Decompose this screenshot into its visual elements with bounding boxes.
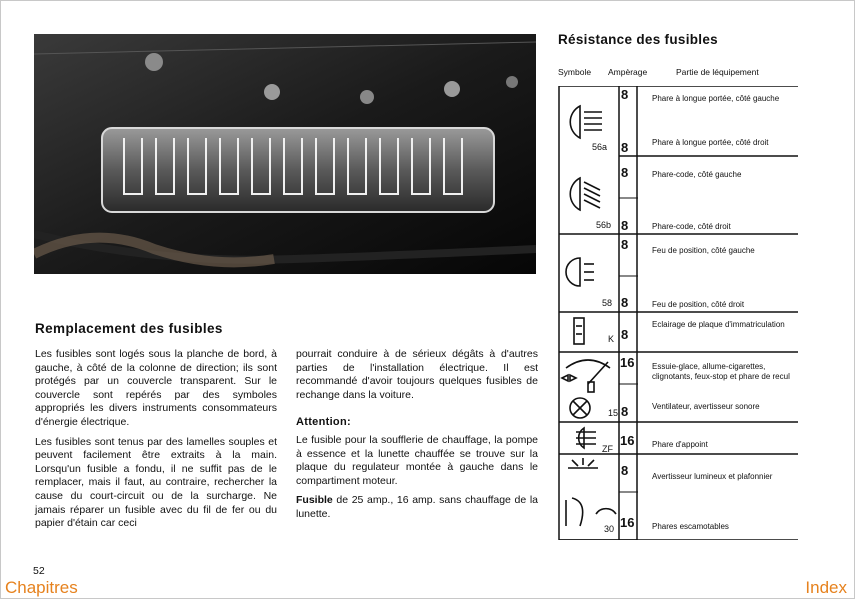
- amp-value: 8: [621, 463, 629, 478]
- fuse-description: Avertisseur lumineux et plafonnier: [652, 472, 773, 481]
- fuse-code: 58: [602, 298, 613, 308]
- fuse-description: Feu de position, côté droit: [652, 300, 745, 309]
- amp-value: 16: [620, 433, 635, 448]
- pop-up-lights-icon: [566, 498, 616, 526]
- fuse-code: 56a: [592, 142, 608, 152]
- fuse-description: Ventilateur, avertisseur sonore: [652, 402, 760, 411]
- fusible-bold: Fusible: [296, 494, 333, 507]
- paragraph-3: pourrait conduire à de sérieux dégâts à d'autres parties de l'installation électrique. Il est recommandé d'avoir toujours quelques fusibles de rechange dans la voiture.: [296, 348, 538, 401]
- amp-value: 16: [620, 515, 635, 530]
- article-column-1: [35, 348, 277, 537]
- amp-value: 8: [621, 140, 629, 155]
- fuse-description: Eclairage de plaque d'immatriculation: [652, 320, 785, 329]
- paragraph-1: Les fusibles sont logés sous la planche de bord, à gauche, à côté de la colonne de direction; ils sont protégés par un couvercle transparent. Sur le couvercle sont repérés par des symboles appropriés les divers instruments consommateurs d'énergie électrique.: [35, 348, 277, 428]
- attention-text: Le fusible pour la soufflerie de chauffage, la pompe à essence et la lunette chauffée se trouve sur la plaque du regulateur montée à gauche dans le compartiment moteur.: [296, 433, 538, 487]
- amp-value: 8: [621, 295, 629, 310]
- fuse-table: [558, 86, 798, 540]
- paragraph-2: Les fusibles sont tenus par des lamelles souples et peuvent facilement être extraits à la main. Lorsqu'un fusible a fondu, il ne suffit pas de le remplacer, mais il faut, au contraire, rechercher la cause du court-circuit ou de la surcharge. Ne jamais réparer un fusible avec du fil de fer ou du papier d'étain car ceci: [35, 435, 277, 530]
- fuse-code: 30: [604, 524, 615, 534]
- amp-value: 8: [621, 327, 629, 342]
- page-number: 52: [33, 565, 45, 577]
- fan-icon: [570, 398, 590, 418]
- index-link[interactable]: Index: [805, 578, 847, 597]
- amp-value: 8: [621, 237, 629, 252]
- fuse-code: ZF: [602, 444, 613, 454]
- fusible-note: [296, 494, 538, 521]
- amp-value: 8: [621, 404, 629, 419]
- fuse-description: Phares escamotables: [652, 522, 729, 531]
- fuse-code: K: [608, 334, 615, 344]
- fog-light-icon: [576, 428, 596, 448]
- chapters-link[interactable]: Chapitres: [5, 578, 78, 597]
- col-header-symbol: Symbole: [558, 67, 592, 77]
- fuse-table-title: Résistance des fusibles: [558, 32, 718, 47]
- article-heading: Remplacement des fusibles: [35, 321, 223, 336]
- amp-value: 8: [621, 218, 629, 233]
- fuse-description: Feu de position, côté gauche: [652, 246, 755, 255]
- fuse-description: Phare-code, côté droit: [652, 222, 731, 231]
- plate-light-icon: [574, 318, 584, 344]
- amp-value: 16: [620, 355, 635, 370]
- col-header-part: Partie de léquipement: [676, 67, 759, 77]
- fuse-box-photo: [34, 34, 536, 274]
- fuse-code: 15: [608, 408, 619, 418]
- article-column-2: [296, 348, 538, 528]
- fuse-code: 56b: [596, 220, 612, 230]
- fuse-description: Essuie-glace, allume-cigarettes, clignotants, feux-stop et phare de recul: [652, 362, 790, 381]
- fusible-text: de 25 amp., 16 amp. sans chauffage de la lunette.: [296, 494, 538, 520]
- high-beam-icon: [570, 106, 602, 138]
- fuse-description: Phare d'appoint: [652, 440, 708, 449]
- amp-value: 8: [621, 165, 629, 180]
- fuse-description: Phare à longue portée, côté droit: [652, 138, 769, 147]
- fuse-description: Phare à longue portée, côté gauche: [652, 94, 780, 103]
- col-header-ampere: Ampèrage: [608, 67, 648, 77]
- wiper-icon: [562, 360, 610, 392]
- fuse-description: Phare-code, côté gauche: [652, 170, 742, 179]
- attention-title: Attention:: [296, 416, 351, 429]
- low-beam-icon: [570, 178, 600, 210]
- flash-light-icon: [568, 458, 598, 468]
- amp-value: 8: [621, 87, 629, 102]
- position-light-icon: [566, 258, 594, 286]
